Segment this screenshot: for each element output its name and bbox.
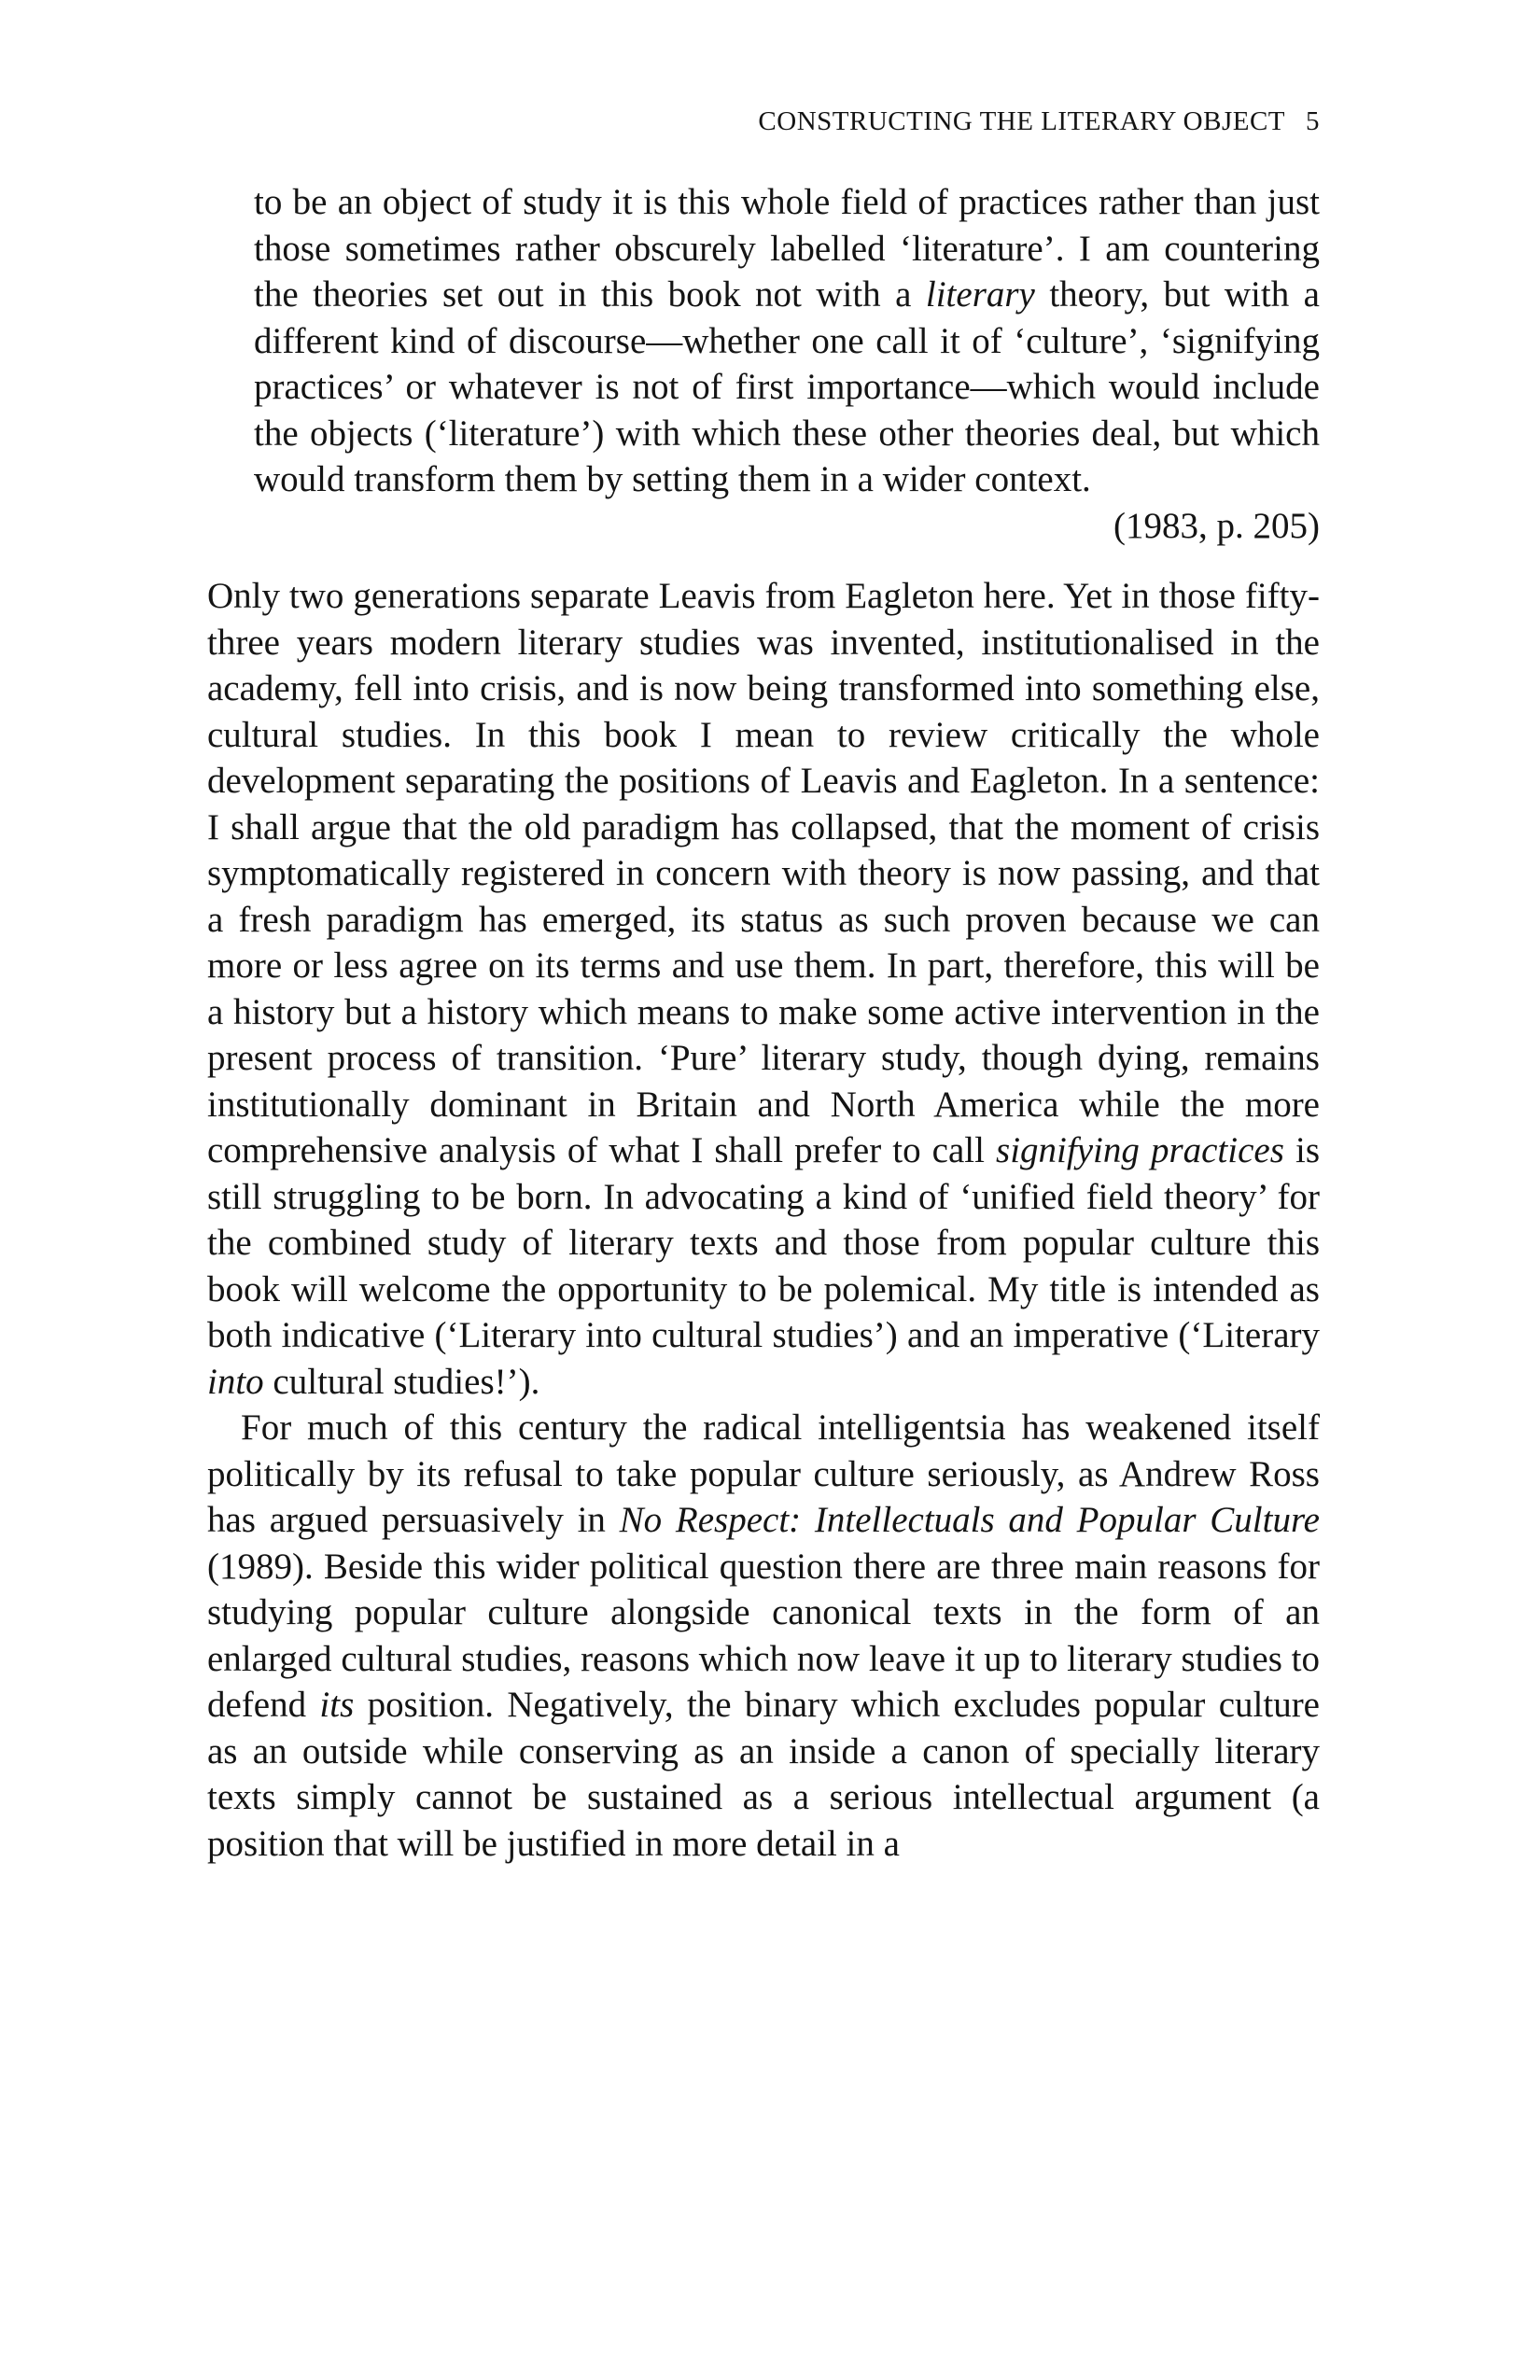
para2-italic-its: its bbox=[319, 1685, 355, 1725]
para1-text-3: cultural studies!’). bbox=[263, 1361, 540, 1402]
paragraph-1 bbox=[207, 573, 1320, 1405]
body-text bbox=[207, 179, 1320, 1867]
para1-italic-signifying-practices: signifying practices bbox=[996, 1130, 1284, 1170]
running-head bbox=[207, 105, 1320, 138]
para1-text-2: is still struggling to be born. In advocating a kind of ‘unified field theory’ for the combined study of literary texts and those from popular culture this book will welcome the opportunity to be polemical. My title is intended as both indicative (‘Literary into cultural studies’) and an imperative (‘Literary bbox=[207, 1130, 1320, 1355]
para1-text-1: Only two generations separate Leavis from Eagleton here. Yet in those fifty-three years modern literary studies was invented, institutionalised in the academy, fell into crisis, and is now being transformed into something else, cultural studies. In this book I mean to review critically the whole development separating the positions of Leavis and Eagleton. In a sentence: I shall argue that the old paradigm has collapsed, that the moment of crisis symptomatically registered in concern with theory is now passing, and that a fresh paradigm has emerged, its status as such proven because we can more or less agree on its terms and use them. In part, therefore, this will be a history but a history which means to make some active intervention in the present process of transition. ‘Pure’ literary study, though dying, remains institutionally dominant in Britain and North America while the more comprehensive analysis of what I shall prefer to call bbox=[207, 576, 1320, 1170]
para1-italic-into: into bbox=[207, 1361, 264, 1402]
para2-italic-book-title: No Respect: Intellectuals and Popular Culture bbox=[619, 1500, 1320, 1540]
running-head-title: CONSTRUCTING THE LITERARY OBJECT bbox=[758, 106, 1285, 136]
quote-text-1: to be an object of study it is this whole field of practices rather than just those sometimes rather obscurely labelled ‘literature’. I am countering the theories set out in this book not with a bbox=[254, 182, 1320, 315]
quote-italic-literary: literary bbox=[925, 274, 1035, 315]
para2-text-1: For much of this century the radical intelligentsia has weakened itself politically by its refusal to take popular culture seriously, as Andrew Ross has argued persuasively in bbox=[207, 1407, 1320, 1540]
page-number: 5 bbox=[1306, 106, 1320, 136]
quote-citation: (1983, p. 205) bbox=[1113, 505, 1320, 546]
para2-text-2: (1989). Beside this wider political question there are three main reasons for studying popular culture alongside canonical texts in the form of an enlarged cultural studies, reasons which now leave it up to literary studies to defend bbox=[207, 1546, 1320, 1725]
para2-text-3: position. Negatively, the binary which excludes popular culture as an outside while conserving as an inside a canon of specially literary texts simply cannot be sustained as a serious intellectual argument (a position that will be justified in more detail in a bbox=[207, 1685, 1320, 1864]
block-quote bbox=[254, 179, 1320, 503]
quote-text-2: theory, but with a different kind of discourse—whether one call it of ‘culture’, ‘signifying practices’ or whatever is not of first importance—which would include the objects (‘literature’) with which these other theories deal, but which would transform them by setting them in a wider context. bbox=[254, 274, 1320, 499]
paragraph-2 bbox=[207, 1405, 1320, 1867]
